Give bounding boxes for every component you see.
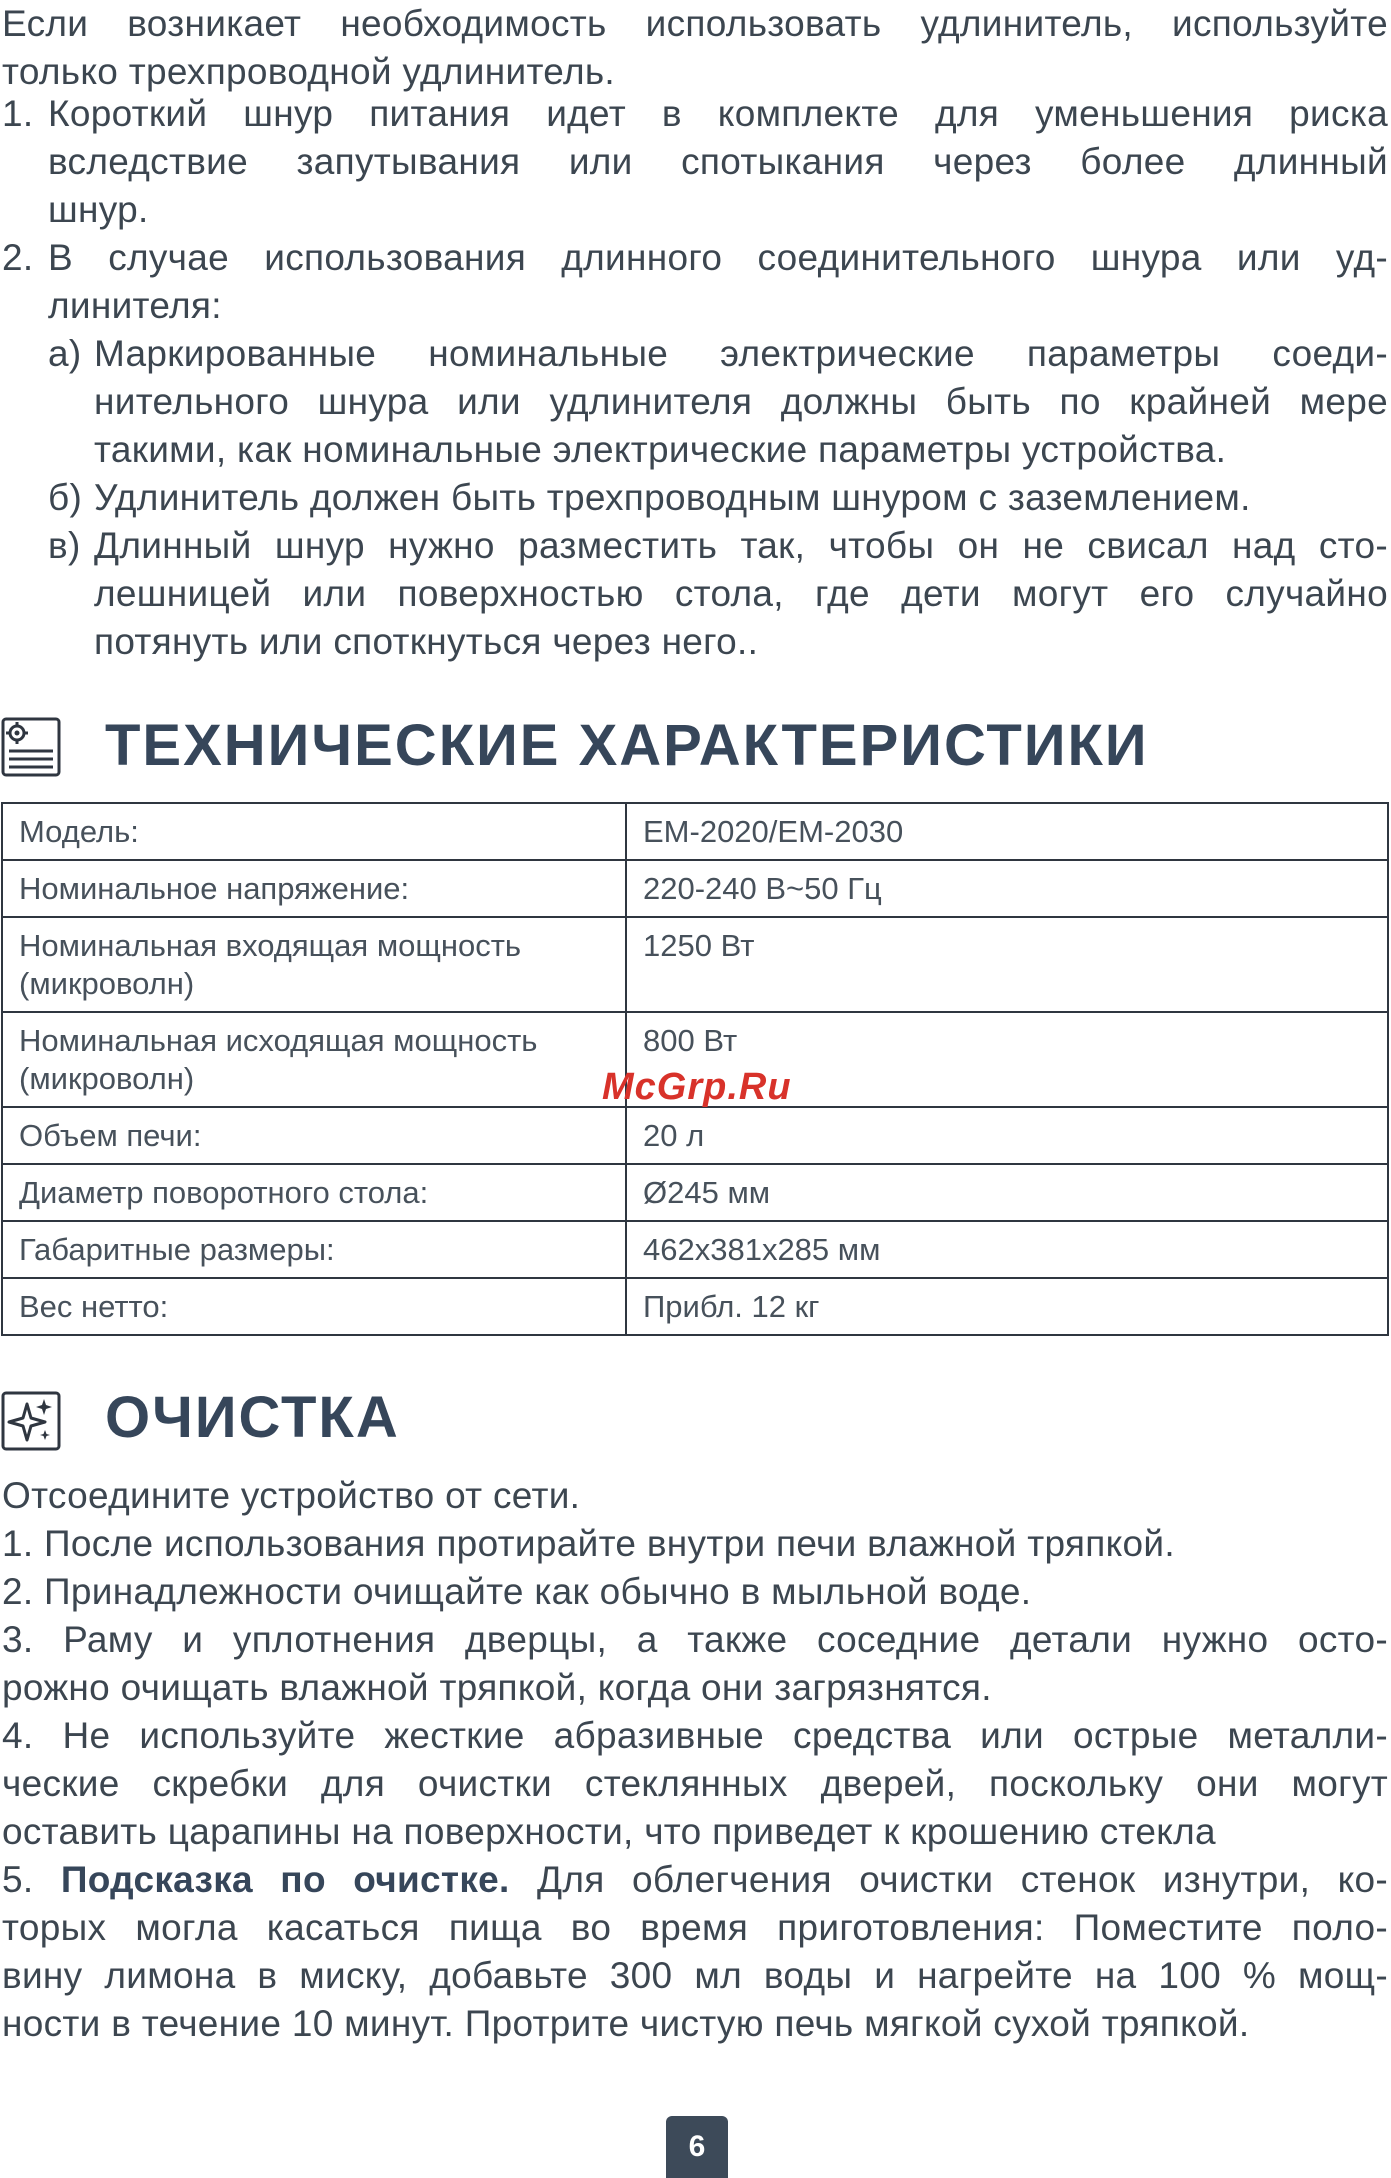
spec-label: Вес нетто: <box>2 1278 626 1335</box>
tip-number: 5. <box>2 1859 34 1900</box>
spec-value: 220-240 В~50 Гц <box>626 860 1388 917</box>
list-item-line: Короткий шнур питания идет в комплекте для уменьшения риска <box>48 93 1388 134</box>
intro-line: Если возникает необходимость использовать удлинитель, используйте <box>2 3 1388 44</box>
sub-item-line: Маркированные номинальные электрические параметры соеди- <box>94 333 1388 374</box>
sub-item-line: Длинный шнур нужно разместить так, чтобы он не свисал над сто- <box>94 525 1388 566</box>
sparkle-icon <box>0 1390 62 1452</box>
sub-item-line: потянуть или споткнуться через него.. <box>94 621 759 662</box>
spec-value: Прибл. 12 кг <box>626 1278 1388 1335</box>
spec-value: 800 Вт <box>626 1012 1388 1107</box>
sub-item-letter: в) <box>48 525 81 566</box>
list-item-number: 1. <box>2 93 34 134</box>
extension-cord-list <box>2 90 1388 666</box>
cleaning-heading: ОЧИСТКА <box>105 1385 400 1450</box>
tip-text: Для облегчения очистки стенок изнутри, ко- <box>537 1859 1388 1900</box>
cleaning-line: 3. Раму и уплотнения дверцы, а также соседние детали нужно осто- <box>2 1619 1388 1660</box>
cleaning-line: вину лимона в миску, добавьте 300 мл воды и нагрейте на 100 % мощ- <box>2 1955 1388 1996</box>
cleaning-line: рожно очищать влажной тряпкой, когда они загрязнятся. <box>2 1667 992 1708</box>
list-item-line: В случае использования длинного соединительного шнура или уд- <box>48 237 1388 278</box>
spec-label-line: Номинальная исходящая мощность <box>19 1023 538 1058</box>
sub-item <box>2 522 1388 666</box>
cleaning-line: ности в течение 10 минут. Протрите чистую печь мягкой сухой тряпкой. <box>2 2003 1250 2044</box>
cleaning-line: торых могла касаться пища во время приготовления: Поместите поло- <box>2 1907 1388 1948</box>
spec-label: Диаметр поворотного стола: <box>2 1164 626 1221</box>
spec-value: EM-2020/EM-2030 <box>626 803 1388 860</box>
sub-item-letter: б) <box>48 477 83 518</box>
cleaning-line: ческие скребки для очистки стеклянных дверей, поскольку они могут <box>2 1763 1388 1804</box>
list-item-line: вследствие запутывания или спотыкания через более длинный <box>48 141 1388 182</box>
cleaning-line: 1. После использования протирайте внутри печи влажной тряпкой. <box>2 1523 1175 1564</box>
spec-value: 20 л <box>626 1107 1388 1164</box>
spec-value: 1250 Вт <box>626 917 1388 1012</box>
spec-label-line: (микроволн) <box>19 1061 195 1096</box>
spec-label <box>2 917 626 1012</box>
sub-item-line: Удлинитель должен быть трехпроводным шнуром с заземлением. <box>94 477 1251 518</box>
cleaning-line: 4. Не используйте жесткие абразивные средства или острые металли- <box>2 1715 1388 1756</box>
list-item <box>2 90 1388 234</box>
list-item <box>2 234 1388 330</box>
list-item-number: 2. <box>2 237 34 278</box>
sub-item-line: нительного шнура или удлинителя должны быть по крайней мере <box>94 381 1388 422</box>
cleaning-line: 2. Принадлежности очищайте как обычно в мыльной воде. <box>2 1571 1032 1612</box>
table-row <box>2 860 1388 917</box>
table-row <box>2 1164 1388 1221</box>
cleaning-line: оставить царапины на поверхности, что приведет к крошению стекла <box>2 1811 1216 1852</box>
spec-label <box>2 1012 626 1107</box>
spec-label: Модель: <box>2 803 626 860</box>
spec-value: Ø245 мм <box>626 1164 1388 1221</box>
table-row <box>2 1278 1388 1335</box>
sub-item <box>2 330 1388 474</box>
cleaning-text <box>2 1472 1388 2048</box>
specs-document-gear-icon <box>0 716 62 778</box>
page-number-badge: 6 <box>666 2116 728 2178</box>
sub-item <box>2 474 1388 522</box>
spec-value: 462x381x285 мм <box>626 1221 1388 1278</box>
intro-line: только трехпроводной удлинитель. <box>2 51 615 92</box>
list-item-line: линителя: <box>48 285 222 326</box>
spec-label: Номинальное напряжение: <box>2 860 626 917</box>
intro-paragraph <box>2 0 1388 96</box>
spec-label-line: (микроволн) <box>19 966 195 1001</box>
spec-label: Объем печи: <box>2 1107 626 1164</box>
table-row <box>2 1107 1388 1164</box>
sub-item-letter: а) <box>48 333 82 374</box>
spec-label-line: Номинальная входящая мощность <box>19 928 522 963</box>
tip-title: Подсказка по очистке. <box>60 1859 510 1900</box>
cleaning-line: Отсоедините устройство от сети. <box>2 1475 581 1516</box>
spec-label: Габаритные размеры: <box>2 1221 626 1278</box>
specs-heading: ТЕХНИЧЕСКИЕ ХАРАКТЕРИСТИКИ <box>105 713 1149 778</box>
sub-item-line: такими, как номинальные электрические параметры устройства. <box>94 429 1227 470</box>
list-item-line: шнур. <box>48 189 149 230</box>
table-row <box>2 1221 1388 1278</box>
watermark-link[interactable]: McGrp.Ru <box>602 1066 792 1108</box>
sub-item-line: лешницей или поверхностью стола, где дети могут его случайно <box>94 573 1388 614</box>
table-row <box>2 803 1388 860</box>
table-row <box>2 917 1388 1012</box>
cleaning-tip-line <box>2 1856 1388 1904</box>
